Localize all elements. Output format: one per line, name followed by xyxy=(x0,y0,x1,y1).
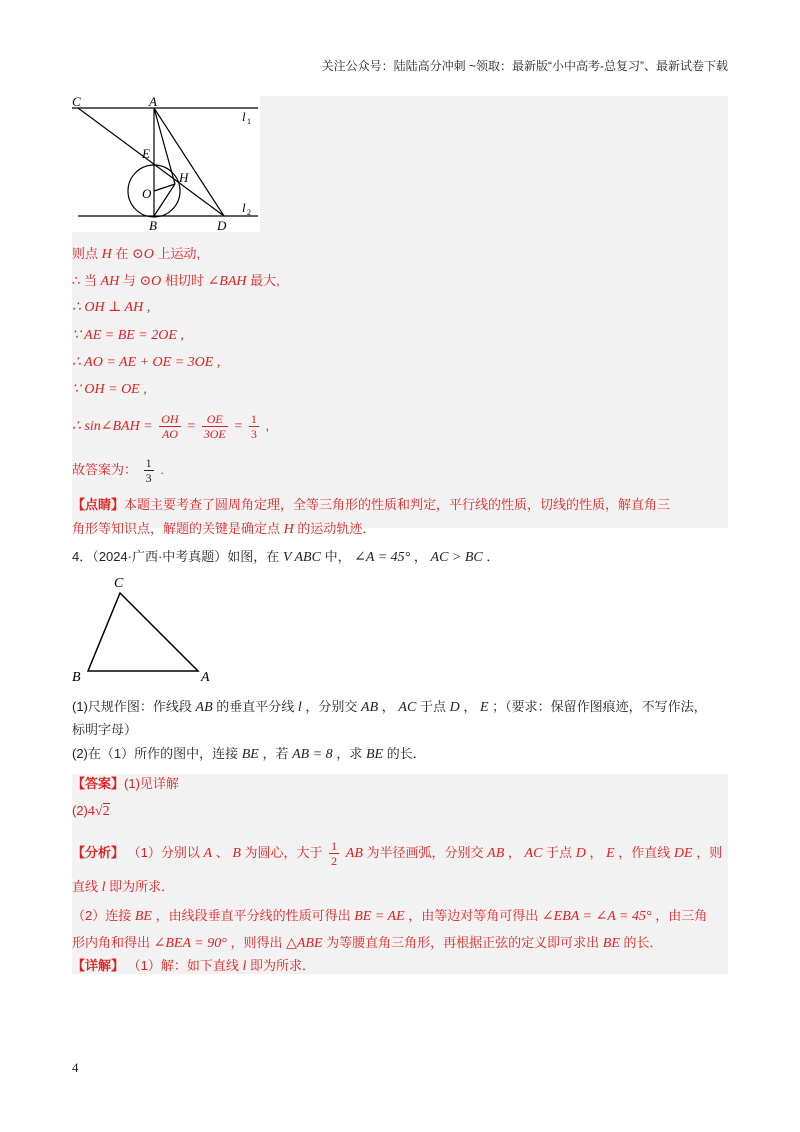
text: ，由线段垂直平分线的性质可得出 xyxy=(155,908,351,923)
text: 、 xyxy=(215,845,229,860)
text: 的长． xyxy=(386,746,426,761)
figure2-triangle xyxy=(72,575,242,685)
analysis-line-3 xyxy=(72,905,707,928)
math-B: B xyxy=(232,846,241,861)
fig1-label-C: C xyxy=(72,94,81,109)
math-D: D xyxy=(449,700,460,715)
text: 与 xyxy=(122,273,136,288)
comment-line-2 xyxy=(72,518,375,541)
answer-fraction xyxy=(144,456,154,485)
answer-label: 【答案】 xyxy=(72,776,125,791)
text: 中， xyxy=(324,549,351,564)
sqrt-symbol: √ xyxy=(94,804,103,819)
fraction-one-third xyxy=(249,412,259,441)
equals-sign: = xyxy=(234,419,243,434)
period: . xyxy=(160,462,164,477)
text: ∴ 当 xyxy=(72,273,97,288)
numerator: OH xyxy=(161,412,179,427)
text: ，则得出 xyxy=(230,935,283,950)
text: 相切时 xyxy=(164,273,204,288)
text: ． xyxy=(486,549,500,564)
text: 直线 xyxy=(72,879,99,894)
fig2-label-A: A xyxy=(201,670,210,685)
text: 即为所求． xyxy=(109,879,175,894)
answer-label: 故答案为： xyxy=(72,462,138,477)
text: 于点 xyxy=(419,699,446,714)
solution-line-5: ∴ AO = AE + OE = 3OE , xyxy=(72,355,221,370)
analysis-line-2 xyxy=(72,876,174,899)
denominator: 3 xyxy=(145,471,152,486)
fig1-label-E: E xyxy=(142,146,150,161)
text: ，分别交 xyxy=(305,699,358,714)
problem4-q1 xyxy=(72,696,707,719)
answer4-line1 xyxy=(72,773,179,795)
math-circle-O: ⊙O xyxy=(132,247,154,262)
analysis-label: 【分析】 xyxy=(72,845,125,860)
fig1-label-O: O xyxy=(142,186,152,201)
text: ，由等边对等角可得出 xyxy=(408,908,539,923)
math-H: H xyxy=(101,247,112,262)
math-inequality: AC > BC xyxy=(430,550,483,565)
math-circle-O: ⊙O xyxy=(139,274,162,289)
numerator: 1 xyxy=(250,412,257,427)
math-AC: AC xyxy=(398,700,417,715)
text: （2）连接 xyxy=(72,908,132,923)
text: 最大, xyxy=(250,273,280,288)
math-E: E xyxy=(479,700,489,715)
math-angle-EBA: ∠EBA = ∠A = 45° xyxy=(541,909,652,924)
math-BE: BE xyxy=(134,909,152,924)
math-l: l xyxy=(242,959,247,974)
text: 为半径画弧，分别交 xyxy=(366,845,484,860)
analysis-line-4 xyxy=(72,932,663,955)
fig1-label-A: A xyxy=(149,94,157,109)
fraction-oe-3oe xyxy=(202,412,228,441)
text: ， xyxy=(507,845,521,860)
text: 的长． xyxy=(623,935,663,950)
solution-line-4: ∵ AE = BE = 2OE , xyxy=(72,328,184,343)
comment-line-1 xyxy=(72,494,670,516)
detail-label: 【详解】 xyxy=(72,958,125,973)
segment-OH xyxy=(154,184,175,191)
math-E: E xyxy=(606,846,615,861)
problem4-q2 xyxy=(72,743,426,766)
text: ，求 xyxy=(336,746,363,761)
fig2-label-C: C xyxy=(114,576,124,591)
numerator: 1 xyxy=(145,456,152,471)
text: (1)尺规作图：作线段 xyxy=(72,699,192,714)
denominator: 3 xyxy=(250,427,257,442)
fig1-label-l2-sub: 2 xyxy=(247,208,251,217)
math-BE: BE xyxy=(365,747,384,762)
fraction-half xyxy=(329,839,339,868)
text: ，作直线 xyxy=(618,845,671,860)
denominator: 3OE xyxy=(203,427,226,442)
text: ，由三角 xyxy=(655,908,708,923)
denominator: 2 xyxy=(331,854,338,869)
fig1-label-H: H xyxy=(179,170,189,185)
solution-line-7 xyxy=(72,410,269,443)
comment-label: 【点睛】 xyxy=(72,497,125,512)
figure1-diagram xyxy=(72,96,262,236)
text: 4．（2024·广西·中考真题）如图，在 xyxy=(72,549,280,564)
numerator: 1 xyxy=(331,839,338,854)
text: 为圆心，大于 xyxy=(244,845,323,860)
text: ；（要求：保留作图痕迹，不写作法， xyxy=(492,699,707,714)
comma: , xyxy=(265,418,270,433)
fig1-label-l2: l xyxy=(242,200,246,215)
fig1-label-B: B xyxy=(149,218,157,233)
math-BE-eq-AE: BE = AE xyxy=(354,909,405,924)
math-l: l xyxy=(101,880,106,895)
answer4-line2 xyxy=(72,800,110,823)
fig1-label-D: D xyxy=(217,218,227,233)
math-D: D xyxy=(575,846,586,861)
text: 在 xyxy=(115,246,129,261)
answer-text: (1)见详解 xyxy=(124,776,179,791)
answer-prefix: (2) xyxy=(72,803,88,818)
math-DE: DE xyxy=(673,846,693,861)
math-triangle-ABC: V ABC xyxy=(282,550,321,565)
triangle-ABC xyxy=(88,593,198,671)
text: 即为所求． xyxy=(250,958,316,973)
math-AB: AB xyxy=(345,846,363,861)
page-header: 关注公众号：陆陆高分冲刺 ~领取：最新版“小中高考-总复习”、最新试卷下载 xyxy=(321,59,728,73)
detail-line xyxy=(72,955,315,978)
comment-text: 的运动轨迹． xyxy=(297,521,376,536)
comment-text: 本题主要考查了圆周角定理，全等三角形的性质和判定，平行线的性质，切线的性质，解直角三 xyxy=(124,497,671,512)
text: ，若 xyxy=(262,746,289,761)
math-angle-BAH: ∠BAH xyxy=(207,274,247,289)
math-AB: AB xyxy=(195,700,213,715)
math-A: A xyxy=(203,846,213,861)
solution-line-2 xyxy=(72,270,280,293)
page-number: 4 xyxy=(72,1060,79,1075)
text: ， xyxy=(413,549,427,564)
text: ，则 xyxy=(696,845,723,860)
fig1-label-l1-sub: 1 xyxy=(247,117,251,126)
solution-line-3: ∴ OH ⊥ AH , xyxy=(72,300,151,315)
math-AB: AB xyxy=(487,846,505,861)
analysis-line-1 xyxy=(72,838,722,869)
answer-line xyxy=(72,454,164,486)
comment-text: 角形等知识点，解题的关键是确定点 xyxy=(72,521,281,536)
text: ， xyxy=(381,699,395,714)
text: （1）解：如下直线 xyxy=(127,958,239,973)
math-angle-BEA: ∠BEA = 90° xyxy=(153,936,227,951)
numerator: OE xyxy=(202,412,228,427)
math-BE: BE xyxy=(602,936,620,951)
math-AC: AC xyxy=(524,846,543,861)
math-angle-A: ∠A = 45° xyxy=(354,550,411,565)
text: 则点 xyxy=(72,246,99,261)
answer-coefficient: 4 xyxy=(87,804,95,819)
math-l: l xyxy=(297,700,302,715)
problem4-intro xyxy=(72,546,499,569)
text: 为等腰直角三角形，再根据正弦的定义即可求出 xyxy=(326,935,600,950)
math-BE: BE xyxy=(241,747,259,762)
fig1-label-l1: l xyxy=(242,109,246,124)
math-sin: ∴ sin∠BAH = xyxy=(72,419,153,434)
solution-line-6: ∵ OH = OE , xyxy=(72,382,147,397)
math-AB-eq: AB = 8 xyxy=(292,747,333,762)
fig2-label-B: B xyxy=(72,670,81,685)
answer-radicand: 2 xyxy=(102,804,110,819)
math-AH: AH xyxy=(100,274,120,289)
math-H: H xyxy=(283,522,294,537)
problem4-q1-line2: 标明字母） xyxy=(72,722,138,737)
fraction-oh-ao xyxy=(159,412,180,441)
solution-line-1 xyxy=(72,243,200,266)
denominator: AO xyxy=(161,427,178,442)
text: 上运动, xyxy=(157,246,201,261)
math-triangle-ABE: △ABE xyxy=(286,936,323,951)
text: 形内角和得出 xyxy=(72,935,151,950)
text: ， xyxy=(589,845,603,860)
text: ， xyxy=(463,699,477,714)
equals-sign: = xyxy=(187,419,196,434)
math-AB: AB xyxy=(361,700,379,715)
text: 于点 xyxy=(546,845,573,860)
text: (2)在（1）所作的图中，连接 xyxy=(72,746,239,761)
text: （1）分别以 xyxy=(127,845,200,860)
segment-BH xyxy=(154,184,175,216)
text: 的垂直平分线 xyxy=(216,699,295,714)
